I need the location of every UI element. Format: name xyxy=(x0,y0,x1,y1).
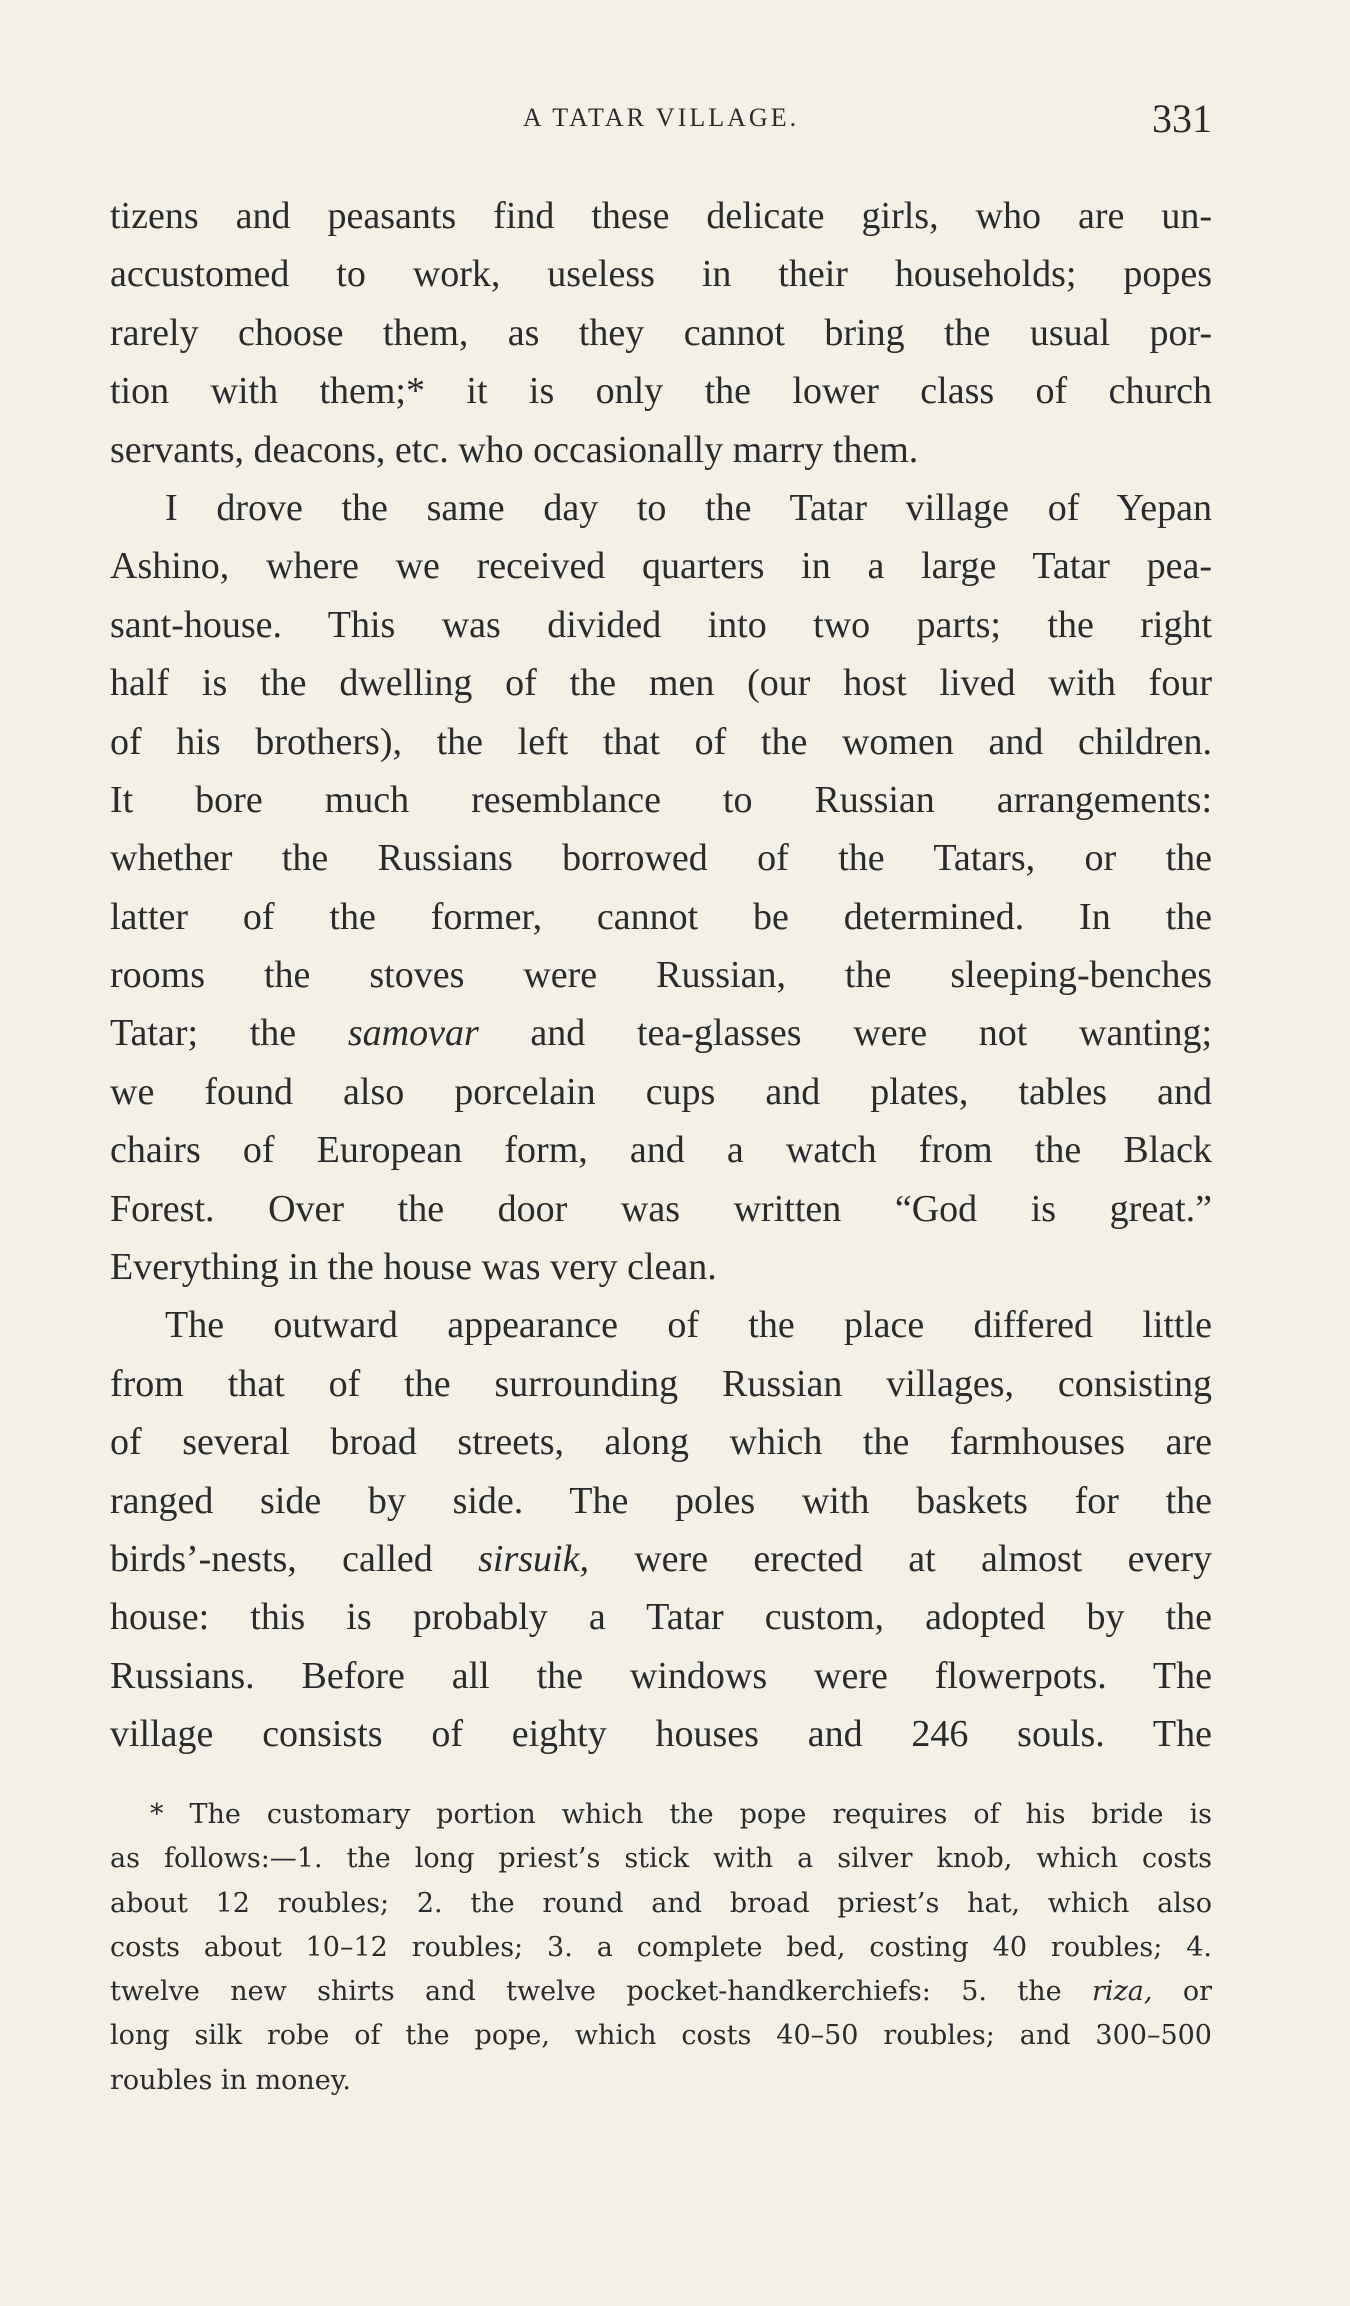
text-line: half is the dwelling of the men (our host lived with four xyxy=(110,662,1212,705)
footnote-line: long silk robe of the pope, which costs 40–50 roubles; and 300–500 xyxy=(110,2020,1212,2052)
text-line xyxy=(110,1530,1212,1588)
page-number: 331 xyxy=(1152,96,1212,141)
running-title: A TATAR VILLAGE. xyxy=(522,103,800,132)
text-line xyxy=(110,1004,1212,1062)
italic-word: sirsuik, xyxy=(478,1537,589,1580)
italic-word: riza, xyxy=(1091,1976,1153,2008)
text-line: It bore much resemblance to Russian arrangements: xyxy=(110,778,1212,821)
text-line: sant-house. This was divided into two parts; the right xyxy=(110,603,1212,646)
text-line: Ashino, where we received quarters in a large Tatar pea- xyxy=(110,545,1212,588)
text-line: servants, deacons, etc. who occasionally marry them. xyxy=(110,428,919,471)
text-run: birds’-nests, called xyxy=(110,1537,479,1580)
text-line: chairs of European form, and a watch from the Black xyxy=(110,1129,1212,1172)
text-line: of his brothers), the left that of the women and children. xyxy=(110,720,1212,763)
body-text xyxy=(110,187,1212,1764)
text-line: Everything in the house was very clean. xyxy=(110,1246,717,1289)
footnote-line: about 12 roubles; 2. the round and broad priest’s hat, which also xyxy=(110,1887,1212,1919)
text-line: Forest. Over the door was written “God is great.” xyxy=(110,1187,1212,1230)
footnote-line xyxy=(110,1970,1212,2014)
text-line: tion with them;* it is only the lower class of church xyxy=(110,370,1212,413)
footnote-line: * The customary portion which the pope requires of his bride is xyxy=(150,1799,1212,1830)
text-line: from that of the surrounding Russian villages, consisting xyxy=(110,1362,1212,1405)
footnote-line: costs about 10–12 roubles; 3. a complete bed, costing 40 roubles; 4. xyxy=(110,1931,1212,1963)
text-run: or xyxy=(1152,1976,1212,2008)
text-line: village consists of eighty houses and 246 souls. The xyxy=(110,1713,1212,1756)
text-run: and tea-glasses were not wanting; xyxy=(478,1012,1212,1055)
footnote-line: roubles in money. xyxy=(110,2064,351,2096)
text-run: Tatar; the xyxy=(110,1012,348,1055)
text-line: we found also porcelain cups and plates, tables and xyxy=(110,1070,1212,1113)
text-line: house: this is probably a Tatar custom, adopted by the xyxy=(110,1596,1212,1639)
italic-word: samovar xyxy=(347,1012,479,1055)
text-line: rooms the stoves were Russian, the sleeping-benches xyxy=(110,954,1212,997)
footnote xyxy=(110,1793,1212,2103)
text-line: Russians. Before all the windows were flowerpots. The xyxy=(110,1654,1212,1697)
text-line: whether the Russians borrowed of the Tatars, or the xyxy=(110,837,1212,880)
text-line: ranged side by side. The poles with baskets for the xyxy=(110,1479,1212,1522)
text-run: twelve new shirts and twelve pocket-handkerchiefs: 5. the xyxy=(110,1976,1092,2008)
text-line: I drove the same day to the Tatar village of Yepan xyxy=(165,486,1212,529)
text-line: accustomed to work, useless in their households; popes xyxy=(110,253,1212,296)
text-line: tizens and peasants find these delicate girls, who are un- xyxy=(110,195,1212,237)
text-line: latter of the former, cannot be determined. In the xyxy=(110,895,1212,938)
footnote-line: as follows:—1. the long priest’s stick with a silver knob, which costs xyxy=(110,1843,1212,1875)
text-line: rarely choose them, as they cannot bring the usual por- xyxy=(110,311,1212,354)
text-line: of several broad streets, along which the farmhouses are xyxy=(110,1421,1212,1464)
text-line: The outward appearance of the place differed little xyxy=(165,1304,1212,1347)
running-head xyxy=(110,95,1212,145)
text-run: were erected at almost every xyxy=(588,1537,1212,1580)
